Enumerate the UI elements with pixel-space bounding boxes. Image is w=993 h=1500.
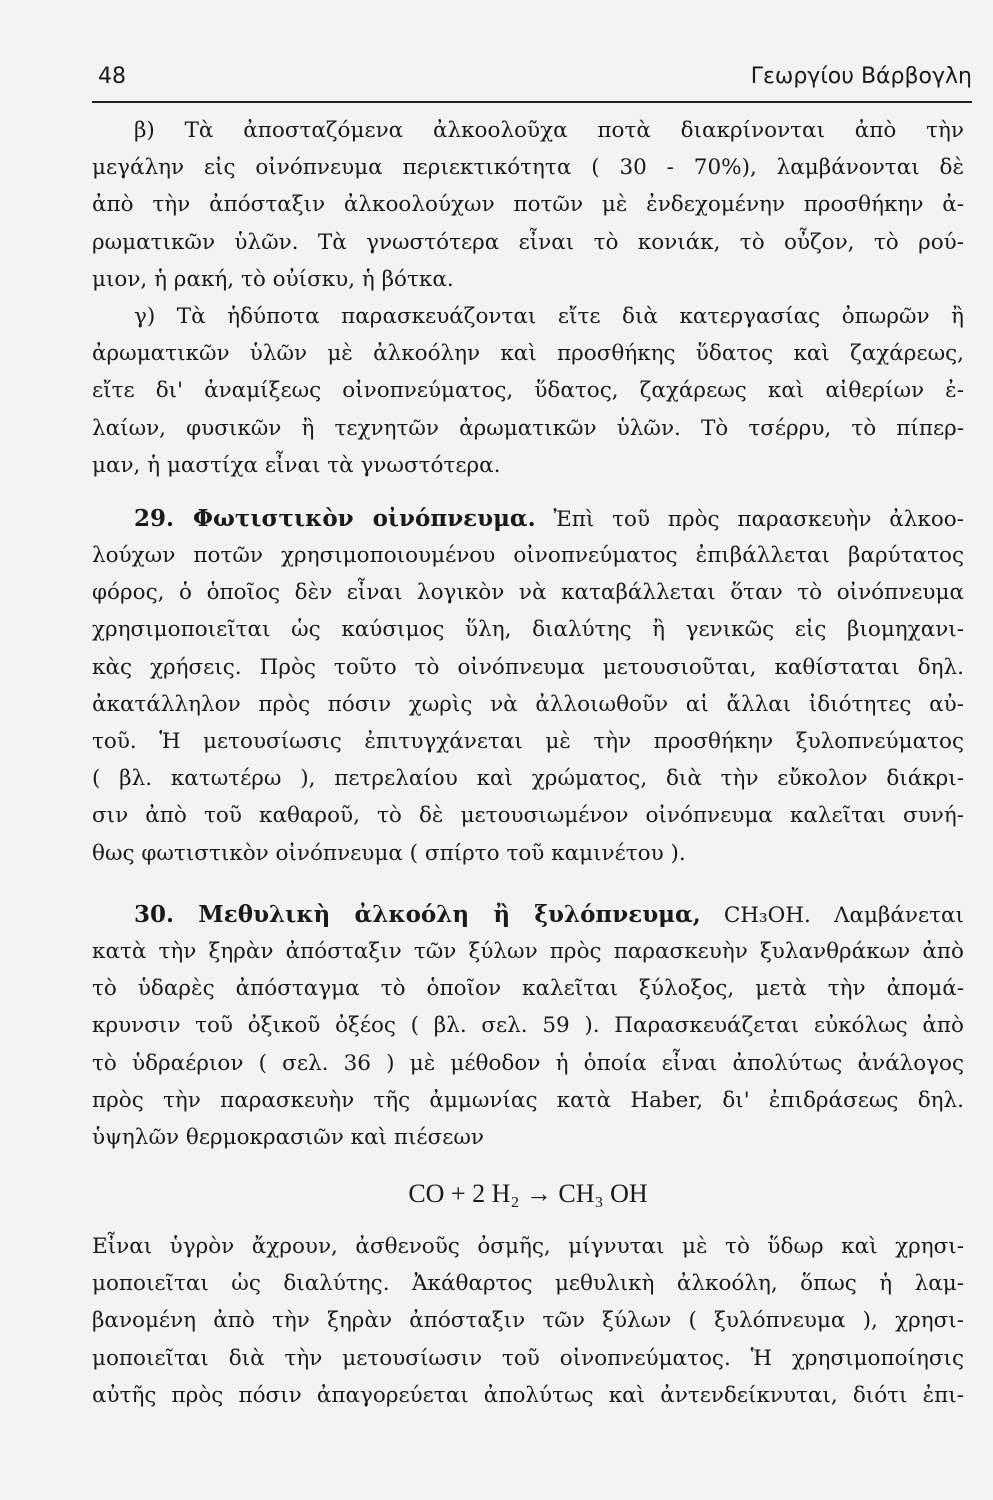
page-header bbox=[92, 58, 972, 98]
text-line: φόρος, ὁ ὁποῖος δὲν εἶναι λογικὸν νὰ καταβάλλεται ὅταν τὸ οἰνόπνευμα bbox=[92, 580, 964, 606]
text-line: γ) Τὰ ἡδύποτα παρασκευάζονται εἴτε διὰ κατεργασίας ὀπωρῶν ἢ bbox=[134, 303, 964, 329]
text-line: ρωματικῶν ὑλῶν. Τὰ γνωστότερα εἶναι τὸ κονιάκ, τὸ οὖζον, τὸ ρού- bbox=[92, 229, 964, 255]
text-line: κατὰ τὴν ξηρὰν ἀπόσταξιν τῶν ξύλων πρὸς παρασκευὴν ξυλανθράκων ἀπὸ bbox=[92, 938, 964, 964]
text-fragment: Λαμβάνεται bbox=[833, 902, 964, 928]
text-line: μαν, ἡ μαστίχα εἶναι τὰ γνωστότερα. bbox=[92, 452, 501, 478]
section-30 bbox=[92, 896, 964, 1414]
header-rule bbox=[92, 101, 972, 103]
section-29 bbox=[92, 500, 964, 872]
text-line: θως φωτιστικὸν οἰνόπνευμα ( σπίρτο τοῦ καμινέτου ). bbox=[92, 840, 686, 866]
text-line: κὰς χρήσεις. Πρὸς τοῦτο τὸ οἰνόπνευμα μετουσιοῦται, καθίσταται δηλ. bbox=[92, 654, 964, 680]
chemical-equation: CO + 2 H₂ → CH₃ OH bbox=[408, 1179, 648, 1209]
spacer bbox=[92, 872, 964, 896]
spacer bbox=[92, 484, 964, 500]
text-line: τὸ ὑδαρὲς ἀπόσταγμα τὸ ὁποῖον καλεῖται ξύλοξος, μετὰ τὴν ἀπομά- bbox=[92, 976, 964, 1002]
page-number: 48 bbox=[98, 64, 126, 89]
text-line: μοποιεῖται διὰ τὴν μετουσίωσιν τοῦ οἰνοπνεύματος. Ἡ χρησιμοποίησις bbox=[92, 1345, 964, 1371]
text-line: τὸ ὑδραέριον ( σελ. 36 ) μὲ μέθοδον ἡ ὁποία εἶναι ἀπολύτως ἀνάλογος bbox=[92, 1050, 964, 1076]
text-line: λαίων, φυσικῶν ἢ τεχνητῶν ἀρωματικῶν ὑλῶν. Τὸ τσέρρυ, τὸ πίπερ- bbox=[92, 415, 964, 441]
text-line: μιον, ἡ ρακή, τὸ οὐίσκυ, ἡ βότκα. bbox=[92, 266, 454, 292]
text-line: μεγάλην εἰς οἰνόπνευμα περιεκτικότητα ( 30 - 70%), λαμβάνονται δὲ bbox=[92, 155, 964, 181]
section-29-first-line bbox=[92, 500, 964, 537]
text-line: ἀπὸ τὴν ἀπόσταξιν ἀλκοολούχων ποτῶν μὲ ἐνδεχομένην προσθήκην ἀ- bbox=[92, 192, 964, 218]
running-head-author: Γεωργίου Βάρβογλη bbox=[750, 64, 972, 89]
text-line: πρὸς τὴν παρασκευὴν τῆς ἀμμωνίας κατὰ Haber, δι' ἐπιδράσεως δηλ. bbox=[92, 1087, 964, 1113]
text-line: χρησιμοποιεῖται ὡς καύσιμος ὕλη, διαλύτης ἢ γενικῶς εἰς βιομηχανι- bbox=[92, 617, 964, 643]
section-30-heading: 30. Μεθυλικὴ ἀλκοόλη ἢ ξυλόπνευμα, bbox=[134, 900, 701, 928]
text-line: κρυνσιν τοῦ ὀξικοῦ ὀξέος ( βλ. σελ. 59 ). Παρασκευάζεται εὐκόλως ἀπὸ bbox=[92, 1013, 964, 1039]
section-30-first-line bbox=[92, 896, 964, 933]
text-line: Εἶναι ὑγρὸν ἄχρουν, ἀσθενοῦς ὀσμῆς, μίγνυται μὲ τὸ ὕδωρ καὶ χρησι- bbox=[92, 1234, 964, 1260]
text-line: μοποιεῖται ὡς διαλύτης. Ἀκάθαρτος μεθυλικὴ ἀλκοόλη, ὅπως ἡ λαμ- bbox=[92, 1271, 964, 1297]
paragraph-g bbox=[92, 298, 964, 484]
text-line: ἀκατάλληλον πρὸς πόσιν χωρὶς νὰ ἀλλοιωθοῦν αἱ ἄλλαι ἰδιότητες αὐ- bbox=[92, 691, 964, 717]
text-fragment: Ἐπὶ τοῦ πρὸς παρασκευὴν ἀλκοο- bbox=[553, 506, 964, 532]
paragraph-b bbox=[92, 112, 964, 298]
text-line: εἴτε δι' ἀναμίξεως οἰνοπνεύματος, ὕδατος, ζαχάρεως καὶ αἰθερίων ἐ- bbox=[92, 378, 964, 404]
text-line: αὐτῆς πρὸς πόσιν ἀπαγορεύεται ἀπολύτως καὶ ἀντενδείκνυται, διότι ἐπι- bbox=[92, 1382, 964, 1408]
text-line: βανομένη ἀπὸ τὴν ξηρὰν ἀπόσταξιν τῶν ξύλων ( ξυλόπνευμα ), χρησι- bbox=[92, 1308, 964, 1334]
section-29-heading: 29. Φωτιστικὸν οἰνόπνευμα. bbox=[134, 504, 536, 532]
text-line: ὑψηλῶν θερμοκρασιῶν καὶ πιέσεων bbox=[92, 1124, 484, 1150]
text-line: ( βλ. κατωτέρω ), πετρελαίου καὶ χρώματος, διὰ τὴν εὔκολον διάκρι- bbox=[92, 766, 964, 792]
text-line: ἀρωματικῶν ὑλῶν μὲ ἀλκοόλην καὶ προσθήκης ὕδατος καὶ ζαχάρεως, bbox=[92, 341, 964, 367]
inline-formula: CH₃OH. bbox=[723, 902, 811, 928]
text-line: β) Τὰ ἀποσταζόμενα ἀλκοολοῦχα ποτὰ διακρίνονται ἀπὸ τὴν bbox=[134, 118, 964, 143]
text-line: λούχων ποτῶν χρησιμοποιουμένου οἰνοπνεύματος ἐπιβάλλεται βαρύτατος bbox=[92, 543, 964, 569]
text-line: σιν ἀπὸ τοῦ καθαροῦ, τὸ δὲ μετουσιωμένον οἰνόπνευμα καλεῖται συνή- bbox=[92, 803, 964, 829]
text-line: τοῦ. Ἡ μετουσίωσις ἐπιτυγχάνεται μὲ τὴν προσθήκην ξυλοπνεύματος bbox=[92, 729, 964, 754]
page-body bbox=[92, 112, 964, 1414]
